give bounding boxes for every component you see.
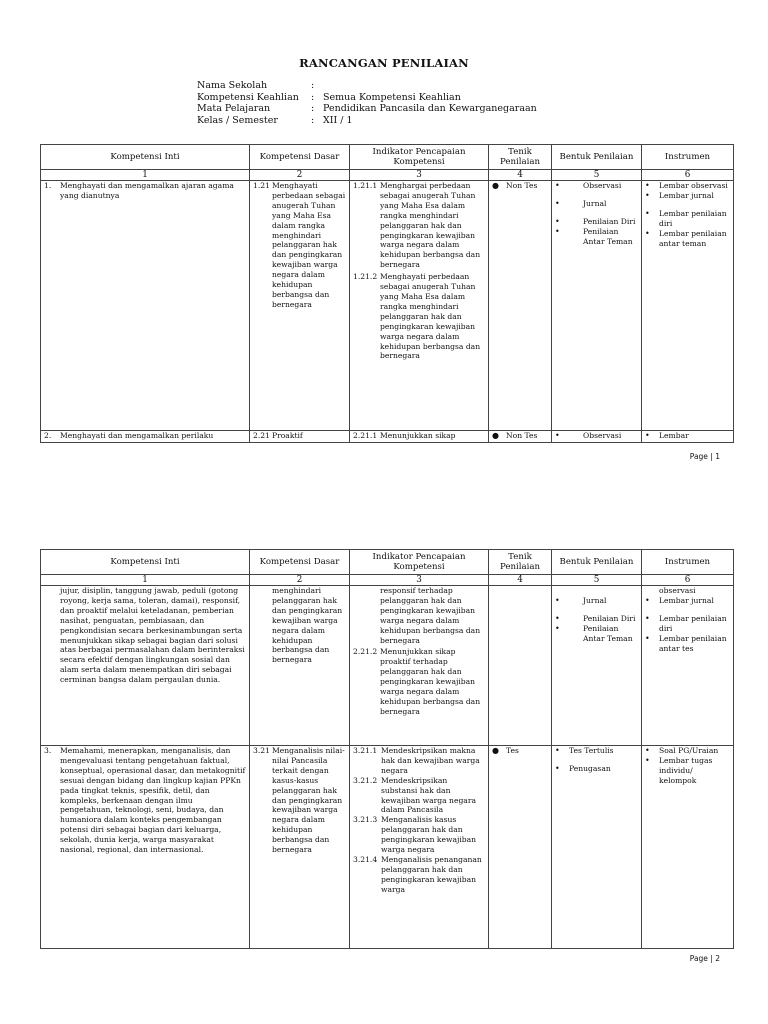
column-number-row: 1 2 3 4 5 6 xyxy=(41,575,734,586)
ki-cell: 3. Memahami, menerapkan, menganalisis, dan mengevaluasi tentang pengetahuan faktual, konseptual, operasional dasar, dan metakognitif sesuai dengan bidang dan lingkup kajian PPKn pada tingkat teknis, spesifik, detil, dan kompleks, berkenaan dengan ilmu pengetahuan, teknologi, seni, budaya, dan humaniora dalam konteks pengembangan potensi diri sebagai bagian dari keluarga, sekolah, dunia kerja, warga masyarakat nasional, regional, dan internasional. xyxy=(41,746,250,949)
bentuk-cell: • Tes Tertulis • Penugasan xyxy=(552,746,642,949)
bullet-icon: ● xyxy=(492,431,499,440)
bullet-icon: • xyxy=(645,181,650,190)
teknik-cell xyxy=(489,586,552,746)
document-title: RANCANGAN PENILAIAN xyxy=(299,56,469,70)
header-row xyxy=(41,550,734,575)
kd-cell: 1.21 Menghayati perbedaan sebagai anugerah Tuhan yang Maha Esa dalam rangka menghindari pelanggaran hak dan pengingkaran kewajiban warga negara dalam kehidupan berbangsa dan bernegara xyxy=(250,181,350,431)
assessment-table-page1 xyxy=(40,144,734,443)
header-ki: Kompetensi Inti xyxy=(41,550,250,575)
kd-cell: 3.21 Menganalisis nilai-nilai Pancasila terkait dengan kasus-kasus pelanggaran hak dan pengingkaran kewajiban warga negara dalam kehidupan berbangsa dan bernegara xyxy=(250,746,350,949)
instrumen-cell: observasi • Lembar jurnal • Lembar penilaian diri • Lembar penilaian antar tes xyxy=(642,586,734,746)
indicator-item: 3.21.1 Mendeskripsikan makna hak dan kewajiban warga negara xyxy=(353,746,480,775)
indicator-item: 1.21.2 Menghayati perbedaan sebagai anugerah Tuhan yang Maha Esa dalam rangka menghindari pelanggaran hak dan pengingkaran kewajiban warga negara dalam kehidupan berbangsa dan bernegara xyxy=(353,272,481,361)
indicator-item: 2.21.2 Menunjukkan sikap proaktif terhadap pelanggaran hak dan pengingkaran kewajiban warga negara dalam kehidupan berbangsa dan bernegara xyxy=(353,647,481,716)
header-indikator: Indikator Pencapaian Kompetensi xyxy=(350,145,489,170)
bullet-icon: • xyxy=(645,595,650,605)
bullet-icon: • xyxy=(645,228,650,238)
ki-cell: jujur, disiplin, tanggung jawab, peduli (gotong royong, kerja sama, toleran, damai), responsif, dan proaktif melalui keteladanan, pemberian nasihat, penguatan, pembiasaan, dan pengkondisian secara berkesinambungan serta menunjukkan sikap sebagai bagian dari solusi atas berbagai permasalahan dalam berinteraksi secara efektif dengan lingkungan sosial dan alam serta dalam menempatkan diri sebagai cerminan bangsa dalam pergaulan dunia. xyxy=(41,586,250,746)
bullet-icon: • xyxy=(555,181,560,190)
bullet-icon: • xyxy=(645,190,650,200)
indicator-item: 3.21.3 Menganalisis kasus pelanggaran hak dan pengingkaran kewajiban warga negara xyxy=(353,815,477,855)
ki-cell: 1. Menghayati dan mengamalkan ajaran agama yang dianutnya xyxy=(41,181,250,431)
header-ki: Kompetensi Inti xyxy=(41,145,250,170)
bullet-icon: ● xyxy=(492,746,499,755)
page-number: Page | 1 xyxy=(689,452,720,461)
bullet-icon: • xyxy=(645,208,650,218)
table-row-ki1 xyxy=(41,181,734,431)
indicator-item: 3.21.4 Menganalisis penanganan pelanggaran hak dan pengingkaran kewajiban warga xyxy=(353,854,482,894)
header-indikator: Indikator Pencapaian Kompetensi xyxy=(350,550,489,575)
table-row-ki3 xyxy=(41,746,734,949)
teknik-cell: ● Non Tes xyxy=(489,181,552,431)
instrumen-cell: • Lembar observasi • Lembar jurnal • Lembar penilaian diri • Lembar penilaian antar teman xyxy=(642,181,734,431)
bullet-icon: • xyxy=(555,623,560,633)
page-2 xyxy=(0,480,768,1024)
bullet-icon: • xyxy=(645,431,650,440)
bullet-icon: • xyxy=(645,755,650,765)
assessment-table-page2 xyxy=(40,549,734,949)
bullet-icon: • xyxy=(645,746,650,755)
header-row xyxy=(41,145,734,170)
table-row-ki2-continued xyxy=(41,586,734,746)
teknik-cell: ● Tes xyxy=(489,746,552,949)
bullet-icon: ● xyxy=(492,181,499,190)
header-bentuk: Bentuk Penilaian xyxy=(552,145,642,170)
bullet-icon: • xyxy=(555,216,560,226)
bullet-icon: • xyxy=(555,226,560,236)
meta-row-subject: Mata Pelajaran : Pendidikan Pancasila dan Kewarganegaraan xyxy=(197,103,537,115)
bullet-icon: • xyxy=(555,763,560,773)
document-meta xyxy=(197,80,537,126)
meta-row-competency: Kompetensi Keahlian : Semua Kompetensi Keahlian xyxy=(197,91,461,103)
page-number: Page | 2 xyxy=(689,954,720,963)
bullet-icon: • xyxy=(645,633,650,643)
indikator-cell xyxy=(350,181,489,431)
bentuk-cell: • Observasi • Jurnal • Penilaian Diri • Penilaian Antar Teman xyxy=(552,181,642,431)
header-kd: Kompetensi Dasar xyxy=(250,145,350,170)
kd-cell: menghindari pelanggaran hak dan pengingkaran kewajiban warga negara dalam kehidupan berbangsa dan bernegara xyxy=(250,586,350,746)
header-kd: Kompetensi Dasar xyxy=(250,550,350,575)
header-instrumen: Instrumen xyxy=(642,550,734,575)
indikator-cell xyxy=(350,746,489,949)
indicator-item: 1.21.1 Menghargai perbedaan sebagai anugerah Tuhan yang Maha Esa dalam rangka menghindari pelanggaran hak dan pengingkaran kewajiban warga negara dalam kehidupan berbangsa dan bernegara xyxy=(353,181,481,270)
bullet-icon: • xyxy=(555,198,560,208)
header-teknik: Tenik Penilaian xyxy=(489,550,552,575)
meta-row-school: Nama Sekolah : xyxy=(197,80,315,91)
bentuk-cell: • Jurnal • Penilaian Diri • Penilaian Antar Teman xyxy=(552,586,642,746)
header-bentuk: Bentuk Penilaian xyxy=(552,550,642,575)
header-instrumen: Instrumen xyxy=(642,145,734,170)
indicator-item: 3.21.2 Mendeskripsikan substansi hak dan kewajiban warga negara dalam Pancasila xyxy=(353,775,476,815)
bullet-icon: • xyxy=(645,613,650,623)
bullet-icon: • xyxy=(555,613,560,623)
indikator-cell: responsif terhadap pelanggaran hak dan pengingkaran kewajiban warga negara dalam kehidupan berbangsa dan bernegara 2.21.2 Menunjukkan sikap proaktif terhadap pelanggaran hak dan pengingkaran kewajiban warga negara dalam kehidupan berbangsa dan bernegara xyxy=(350,586,489,746)
bullet-icon: • xyxy=(555,596,560,605)
header-teknik: Tenik Penilaian xyxy=(489,145,552,170)
page-1 xyxy=(0,0,768,480)
instrumen-cell: • Soal PG/Uraian • Lembar tugas individu/ kelompok xyxy=(642,746,734,949)
bullet-icon: • xyxy=(555,431,560,440)
bullet-icon: • xyxy=(555,746,560,755)
column-number-row: 1 2 3 4 5 6 xyxy=(41,170,734,181)
table-row-ki2: 2. Menghayati dan mengamalkan perilaku 2.21 Proaktif 2.21.1 Menunjukkan sikap ● Non Tes • Observasi • Lembar xyxy=(41,431,734,443)
meta-row-class: Kelas / Semester : XII / 1 xyxy=(197,114,353,126)
